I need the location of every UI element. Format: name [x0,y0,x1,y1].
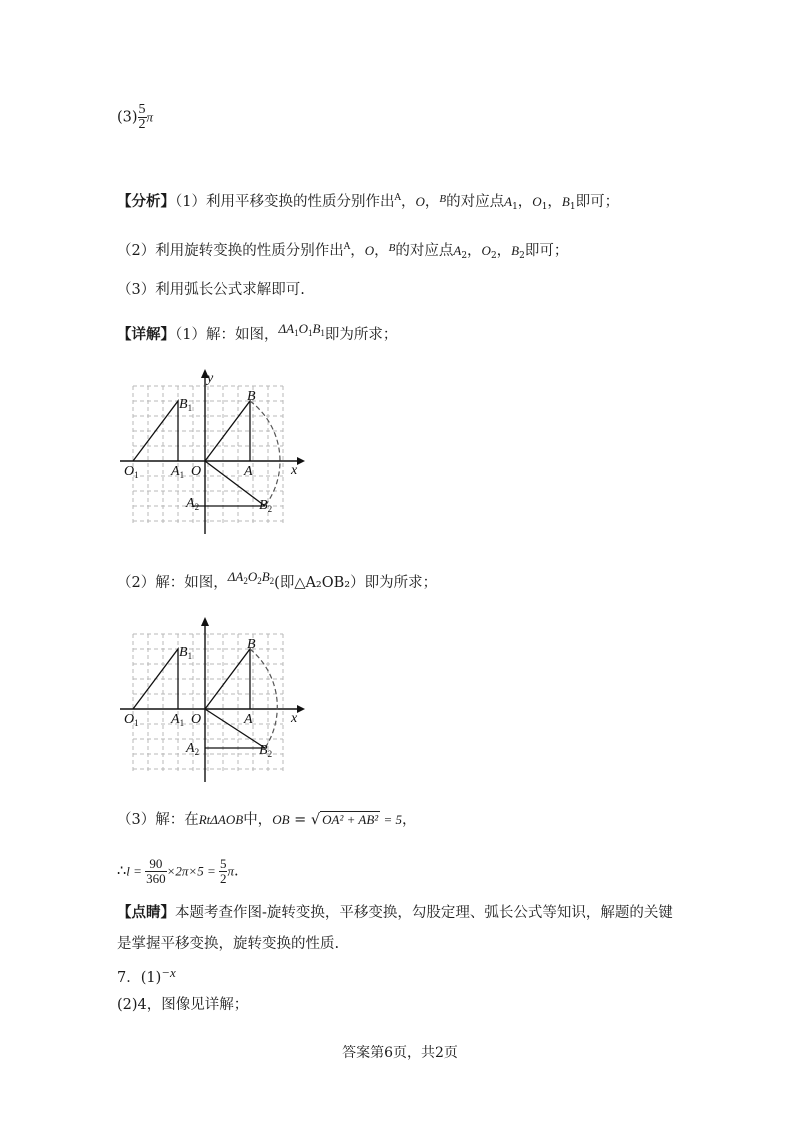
label-a: A [244,464,253,479]
detail-part1: 【详解】（1）解：如图，$\Delta A_1O_1B_1$即为所求； [117,321,398,343]
page-footer: 答案第6页，共2页 [342,1045,458,1061]
analysis-line-2: （2）利用旋转变换的性质分别作出$^A$，O，$^B$的对应点$A_2$，$O_2$，$B_2$即可； [117,242,569,261]
coordinate-figure-2 [115,614,315,784]
detail-part2: （2）解：如图，$\Delta A_2O_2B_2$(即△A₂OB₂）即为所求； [117,569,438,591]
label-a2: $A_2$ [186,496,200,512]
label-o1: $O_1$ [124,464,139,480]
label-b2: $B_2$ [259,498,273,514]
rotation-arc [250,401,280,506]
label-b1: $B_1$ [179,397,193,413]
x-label: x [291,463,298,478]
label-o: O [191,712,202,727]
x-label: x [291,711,298,726]
x-axis-arrow [297,457,305,465]
question-7-part2: (2)4，图像见详解； [117,997,249,1013]
segment-ob2 [205,461,265,506]
detail-part3: （3）解：在RtΔAOB中，OB = √ OA² + AB² = 5， [117,812,417,828]
label-a1: $A_1$ [171,712,185,728]
comment-line-2: 是掌握平移变换，旋转变换的性质. [117,936,340,952]
part3-answer: (3) $\frac{5}{2}$ π [117,102,154,132]
label-b: B [247,637,256,652]
question-7-part1: 7．(1)−x [117,965,176,986]
segment-ob2 [205,709,265,748]
y-axis-arrow [201,617,209,626]
label-b1: $B_1$ [179,645,193,661]
analysis-line-1: 【分析】（1）利用平移变换的性质分别作出$^A$，O，$^B$的对应点$A_1$，$O_1$，$B_1$即可； [117,193,620,212]
coordinate-figure-1 [115,366,315,536]
label-a: A [244,712,253,727]
detail-part3-arc: ∴l = $\frac{90}{360}$ ×2π×5 = $\frac{5}{2}$ π. [117,856,239,886]
x-axis-arrow [297,705,305,713]
label-a1: $A_1$ [171,464,185,480]
label-o1: $O_1$ [124,712,139,728]
comment-line-1: 【点睛】本题考查作图-旋转变换，平移变换，勾股定理、弧长公式等知识，解题的关键 [117,904,673,921]
label-b: B [247,389,256,404]
label-b2: $B_2$ [259,743,273,759]
label-o: O [191,464,202,479]
y-label: y [207,371,214,386]
analysis-line-3: （3）利用弧长公式求解即可. [117,282,305,298]
label-a2: $A_2$ [186,741,200,757]
